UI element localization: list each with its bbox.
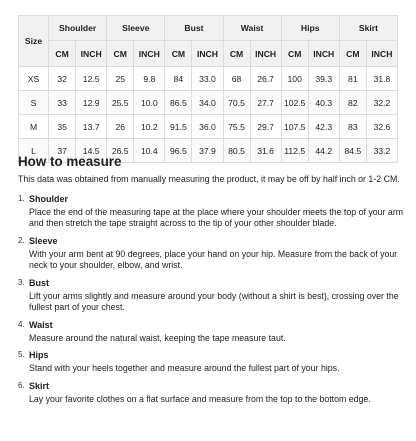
table-cell: 83 (339, 115, 366, 139)
table-cell: 37.9 (192, 139, 223, 163)
step-desc-sleeve: With your arm bent at 90 degrees, place your hand on your hip. Measure from the back of your neck to your shoulder, elbow, and wrist. (29, 248, 398, 270)
table-cell: 33.0 (192, 67, 223, 91)
list-item (18, 193, 410, 230)
waist-header: Waist (223, 16, 281, 41)
table-row (19, 115, 398, 139)
unit-inch-header: INCH (308, 41, 339, 67)
table-cell: 12.5 (76, 67, 107, 91)
unit-inch-header: INCH (192, 41, 223, 67)
table-cell: 26 (107, 115, 134, 139)
list-item (18, 277, 410, 314)
guide-title: How to measure (18, 154, 122, 169)
step-name-bust: Bust (29, 277, 49, 288)
table-cell: 32.6 (366, 115, 397, 139)
table-cell: 70.5 (223, 91, 250, 115)
list-item (18, 380, 410, 406)
step-name-sleeve: Sleeve (29, 235, 58, 246)
unit-inch-header: INCH (250, 41, 281, 67)
size-cell: L (19, 139, 49, 163)
table-cell: 100 (281, 67, 308, 91)
step-desc-shoulder: Place the end of the measuring tape at the place where your shoulder meets the top of your arm and then stretch the tape straight across to the tip of your other shoulder blade. (29, 206, 404, 228)
table-cell: 26.7 (250, 67, 281, 91)
size-column-header: Size (19, 16, 49, 67)
step-name-skirt: Skirt (29, 380, 50, 391)
group-header-row (19, 16, 398, 41)
step-name-waist: Waist (29, 319, 53, 330)
size-chart-table (18, 15, 398, 163)
unit-cm-header: CM (339, 41, 366, 67)
table-cell: 31.8 (366, 67, 397, 91)
list-item (18, 349, 410, 375)
table-cell: 10.0 (134, 91, 165, 115)
guide-intro: This data was obtained from manually measuring the product, it may be off by half inch or 1-2 CM. (18, 174, 400, 184)
table-cell: 102.5 (281, 91, 308, 115)
table-cell: 32 (49, 67, 76, 91)
table-cell: 31.6 (250, 139, 281, 163)
table-cell: 91.5 (165, 115, 192, 139)
table-cell: 34.0 (192, 91, 223, 115)
size-cell: XS (19, 67, 49, 91)
table-cell: 27.7 (250, 91, 281, 115)
table-cell: 84 (165, 67, 192, 91)
unit-cm-header: CM (165, 41, 192, 67)
table-cell: 68 (223, 67, 250, 91)
bust-header: Bust (165, 16, 223, 41)
table-cell: 96.5 (165, 139, 192, 163)
table-cell: 84.5 (339, 139, 366, 163)
step-desc-hips: Stand with your heels together and measure around the fullest part of your hips. (29, 363, 340, 373)
size-cell: S (19, 91, 49, 115)
unit-cm-header: CM (281, 41, 308, 67)
table-row (19, 91, 398, 115)
table-cell: 25 (107, 67, 134, 91)
table-cell: 9.8 (134, 67, 165, 91)
table-cell: 10.4 (134, 139, 165, 163)
step-desc-waist: Measure around the natural waist, keeping the tape measure taut. (29, 332, 286, 343)
step-number: 2. (18, 235, 25, 245)
unit-inch-header: INCH (134, 41, 165, 67)
unit-cm-header: CM (107, 41, 134, 67)
step-number: 4. (18, 319, 25, 329)
sleeve-header: Sleeve (107, 16, 165, 41)
list-item (18, 319, 410, 345)
step-name-hips: Hips (29, 350, 49, 360)
step-desc-bust: Lift your arms slightly and measure around your body (without a shirt is best), crossing over the fullest part of your chest. (29, 290, 399, 312)
table-cell: 10.2 (134, 115, 165, 139)
table-cell: 35 (49, 115, 76, 139)
table-cell: 33 (49, 91, 76, 115)
step-desc-skirt: Lay your favorite clothes on a flat surface and measure from the top to the bottom edge. (29, 393, 371, 404)
table-cell: 86.5 (165, 91, 192, 115)
table-cell: 32.2 (366, 91, 397, 115)
table-cell: 13.7 (76, 115, 107, 139)
table-cell: 42.3 (308, 115, 339, 139)
hips-header: Hips (281, 16, 339, 41)
table-cell: 33.2 (366, 139, 397, 163)
unit-inch-header: INCH (76, 41, 107, 67)
table-cell: 112.5 (281, 139, 308, 163)
unit-header-row (19, 41, 398, 67)
table-cell: 39.3 (308, 67, 339, 91)
table-cell: 26.5 (107, 139, 134, 163)
table-cell: 75.5 (223, 115, 250, 139)
table-row (19, 67, 398, 91)
table-cell: 25.5 (107, 91, 134, 115)
measuring-guide (18, 154, 410, 410)
unit-cm-header: CM (223, 41, 250, 67)
table-cell: 44.2 (308, 139, 339, 163)
table-cell: 29.7 (250, 115, 281, 139)
skirt-header: Skirt (339, 16, 397, 41)
table-cell: 107.5 (281, 115, 308, 139)
table-cell: 14.5 (76, 139, 107, 163)
list-item (18, 235, 410, 272)
unit-inch-header: INCH (366, 41, 397, 67)
step-number: 5. (18, 350, 25, 359)
table-cell: 36.0 (192, 115, 223, 139)
step-number: 3. (18, 277, 25, 287)
table-cell: 81 (339, 67, 366, 91)
table-cell: 82 (339, 91, 366, 115)
measure-steps-list (18, 193, 410, 406)
table-cell: 40.3 (308, 91, 339, 115)
table-cell: 37 (49, 139, 76, 163)
shoulder-header: Shoulder (49, 16, 107, 41)
step-number: 6. (18, 380, 25, 390)
table-cell: 12.9 (76, 91, 107, 115)
table-cell: 80.5 (223, 139, 250, 163)
step-name-shoulder: Shoulder (29, 193, 69, 204)
unit-cm-header: CM (49, 41, 76, 67)
step-number: 1. (18, 193, 25, 203)
size-cell: M (19, 115, 49, 139)
